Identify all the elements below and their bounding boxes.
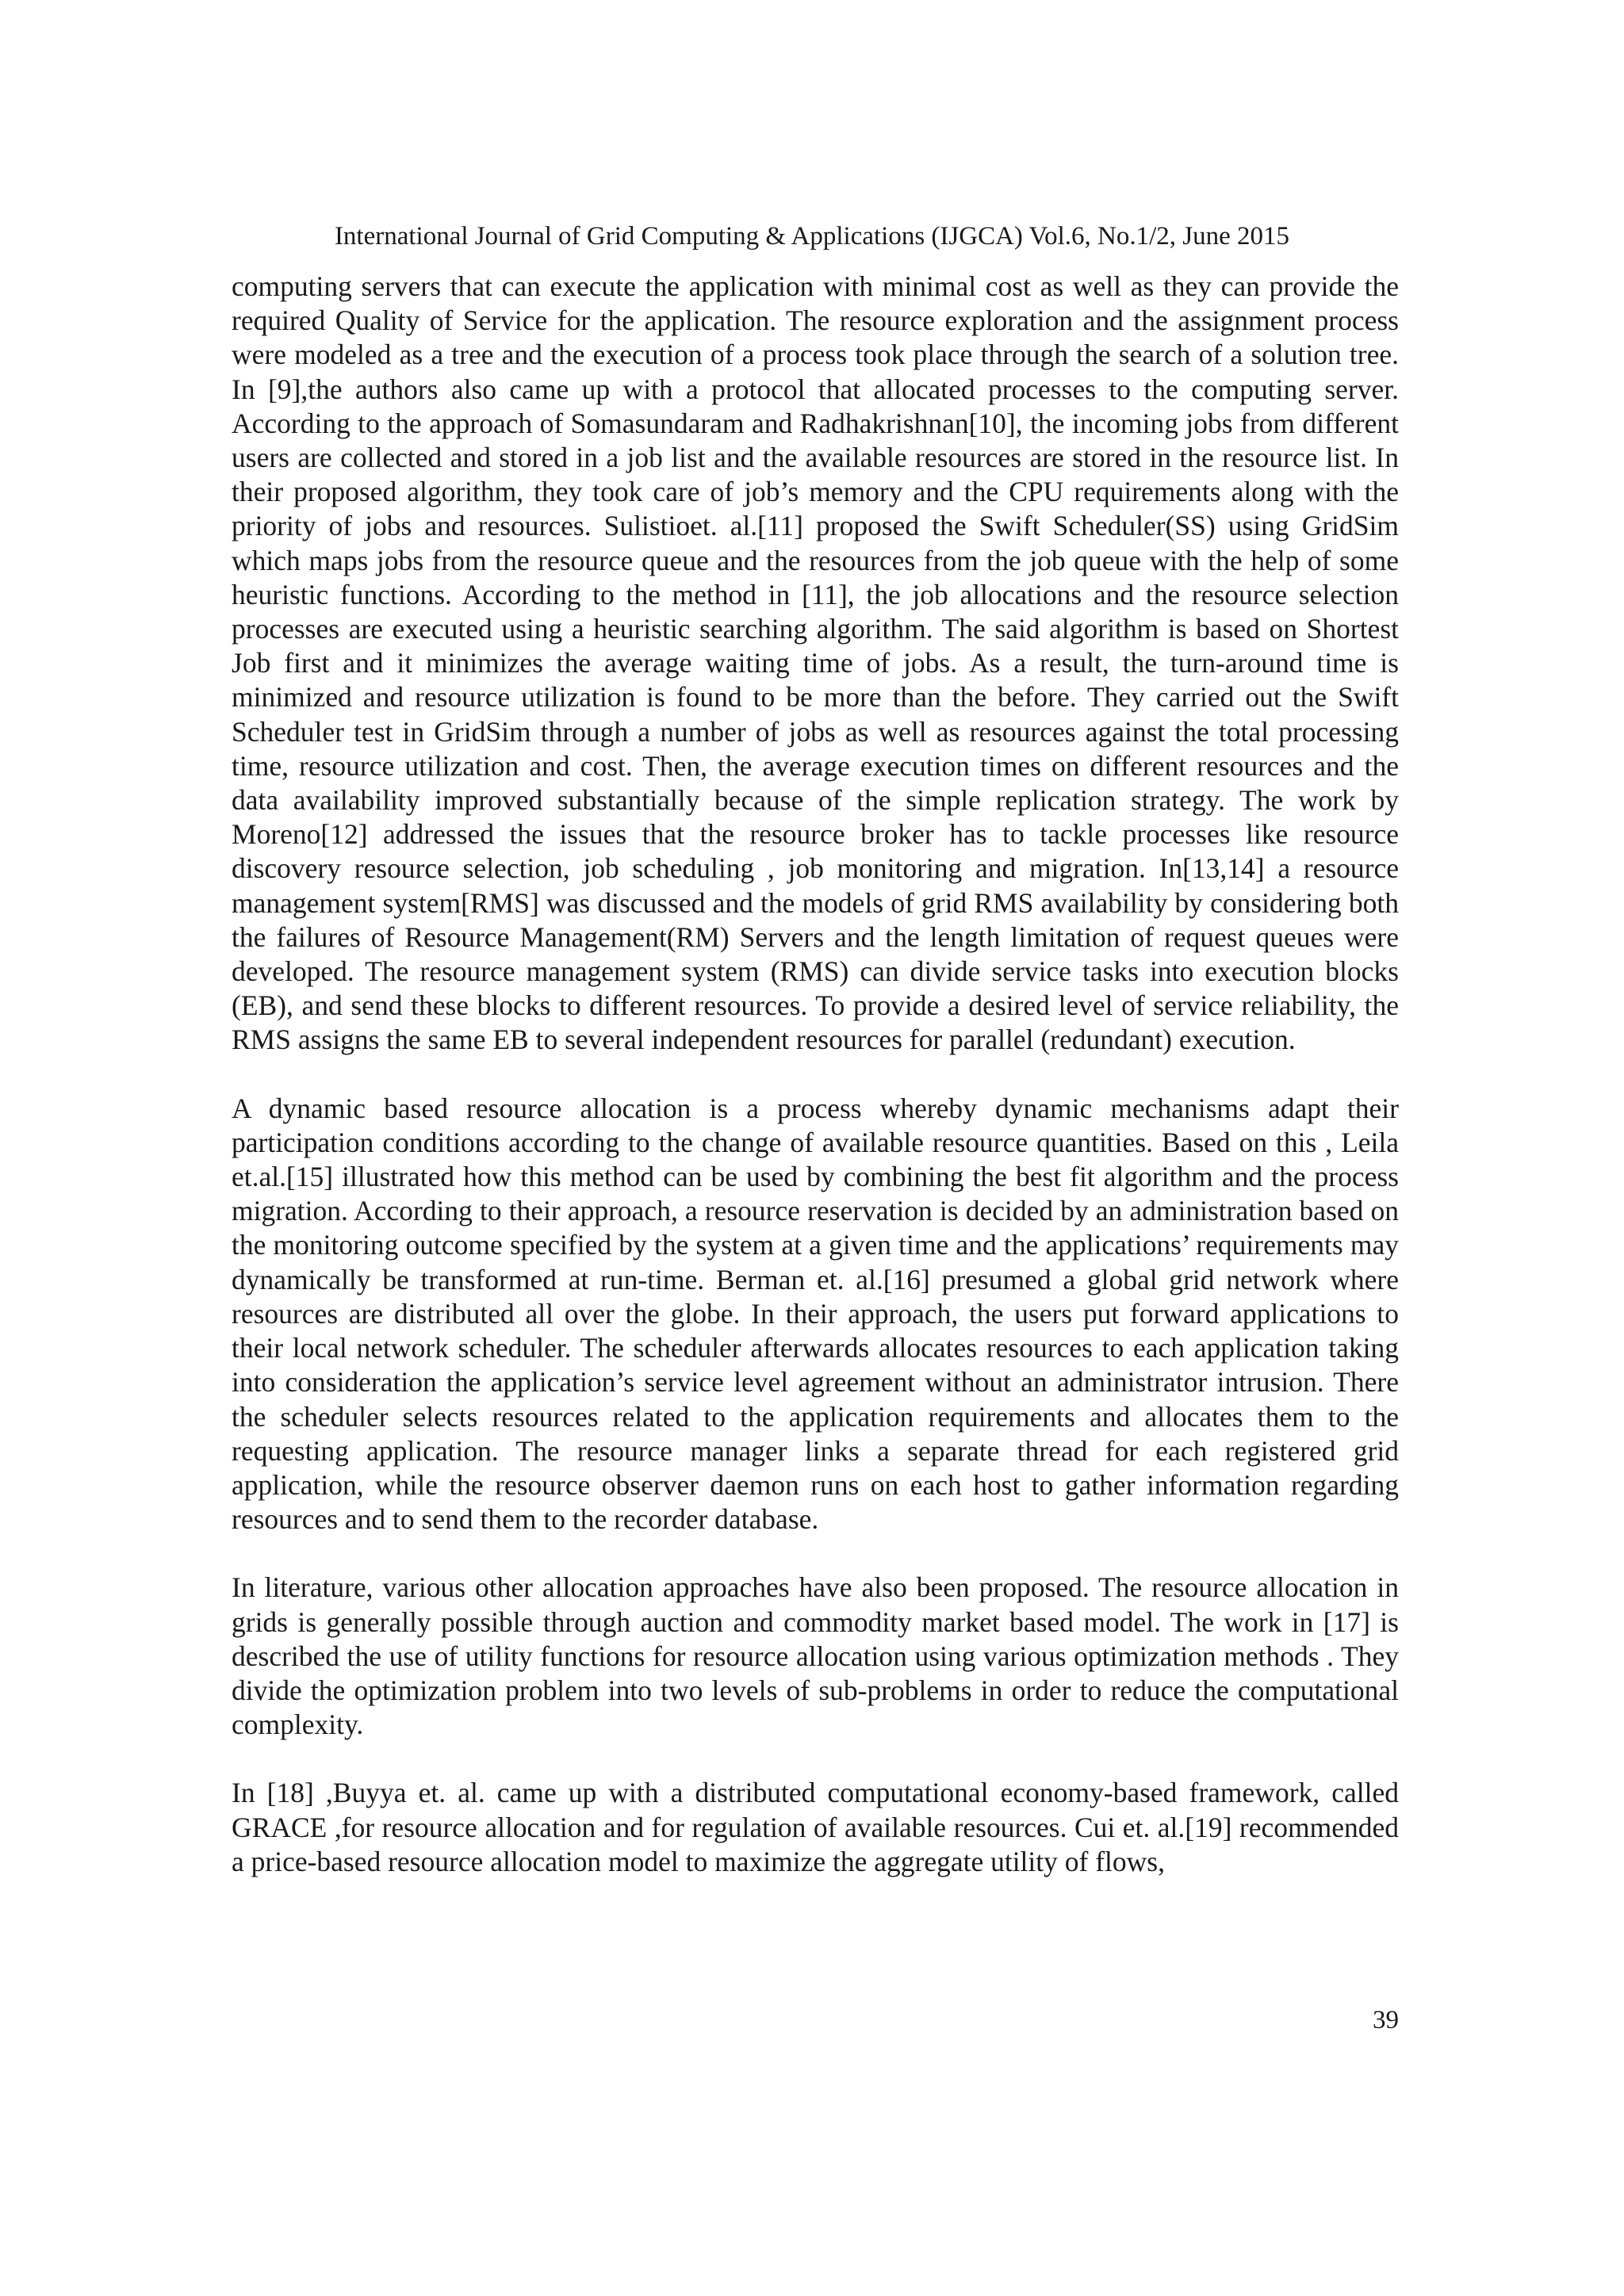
paragraph-4: In [18] ,Buyya et. al. came up with a distributed computational economy-based framework, called GRACE ,for resource allocation and for regulation of available resources. Cui et. al.[19] recommended a price-based resource allocation model to maximize the aggregate utility of flows,: [232, 1777, 1399, 1877]
body-text: [232, 270, 1399, 1879]
paragraph-3: In literature, various other allocation approaches have also been proposed. The resource allocation in grids is generally possible through auction and commodity market based model. The work in [17] is described the use of utility functions for resource allocation using various optimization methods . They divide the optimization problem into two levels of sub-problems in order to reduce the computational complexity.: [232, 1571, 1399, 1741]
paragraph-2: A dynamic based resource allocation is a process whereby dynamic mechanisms adapt their participation conditions according to the change of available resource quantities. Based on this , Leila et.al.[15] illustrated how this method can be used by combining the best fit algorithm and the process migration. According to their approach, a resource reservation is decided by an administration based on the monitoring outcome specified by the system at a given time and the applications’ requirements may dynamically be transformed at run-time. Berman et. al.[16] presumed a global grid network where resources are distributed all over the globe. In their approach, the users put forward applications to their local network scheduler. The scheduler afterwards allocates resources to each application taking into consideration the application’s service level agreement without an administrator intrusion. There the scheduler selects resources related to the application requirements and allocates them to the requesting application. The resource manager links a separate thread for each registered grid application, while the resource observer daemon runs on each host to gather information regarding resources and to send them to the recorder database.: [232, 1092, 1399, 1536]
page-number: 39: [1373, 2006, 1399, 2034]
paragraph-1: computing servers that can execute the application with minimal cost as well as they can provide the required Quality of Service for the application. The resource exploration and the assignment process were modeled as a tree and the execution of a process took place through the search of a solution tree. In [9],the authors also came up with a protocol that allocated processes to the computing server. According to the approach of Somasundaram and Radhakrishnan[10], the incoming jobs from different users are collected and stored in a job list and the available resources are stored in the resource list. In their proposed algorithm, they took care of job’s memory and the CPU requirements along with the priority of jobs and resources. Sulistioet. al.[11] proposed the Swift Scheduler(SS) using GridSim which maps jobs from the resource queue and the resources from the job queue with the help of some heuristic functions. According to the method in [11], the job allocations and the resource selection processes are executed using a heuristic searching algorithm. The said algorithm is based on Shortest Job first and it minimizes the average waiting time of jobs. As a result, the turn-around time is minimized and resource utilization is found to be more than the before. They carried out the Swift Scheduler test in GridSim through a number of jobs as well as resources against the total processing time, resource utilization and cost. Then, the average execution times on different resources and the data availability improved substantially because of the simple replication strategy. The work by Moreno[12] addressed the issues that the resource broker has to tackle processes like resource discovery resource selection, job scheduling , job monitoring and migration. In[13,14] a resource management system[RMS] was discussed and the models of grid RMS availability by considering both the failures of Resource Management(RM) Servers and the length limitation of request queues were developed. The resource management system (RMS) can divide service tasks into execution blocks (EB), and send these blocks to different resources. To provide a desired level of service reliability, the RMS assigns the same EB to several independent resources for parallel (redundant) execution.: [232, 270, 1399, 1056]
running-header: International Journal of Grid Computing & Applications (IJGCA) Vol.6, No.1/2, June 2015: [334, 222, 1290, 251]
